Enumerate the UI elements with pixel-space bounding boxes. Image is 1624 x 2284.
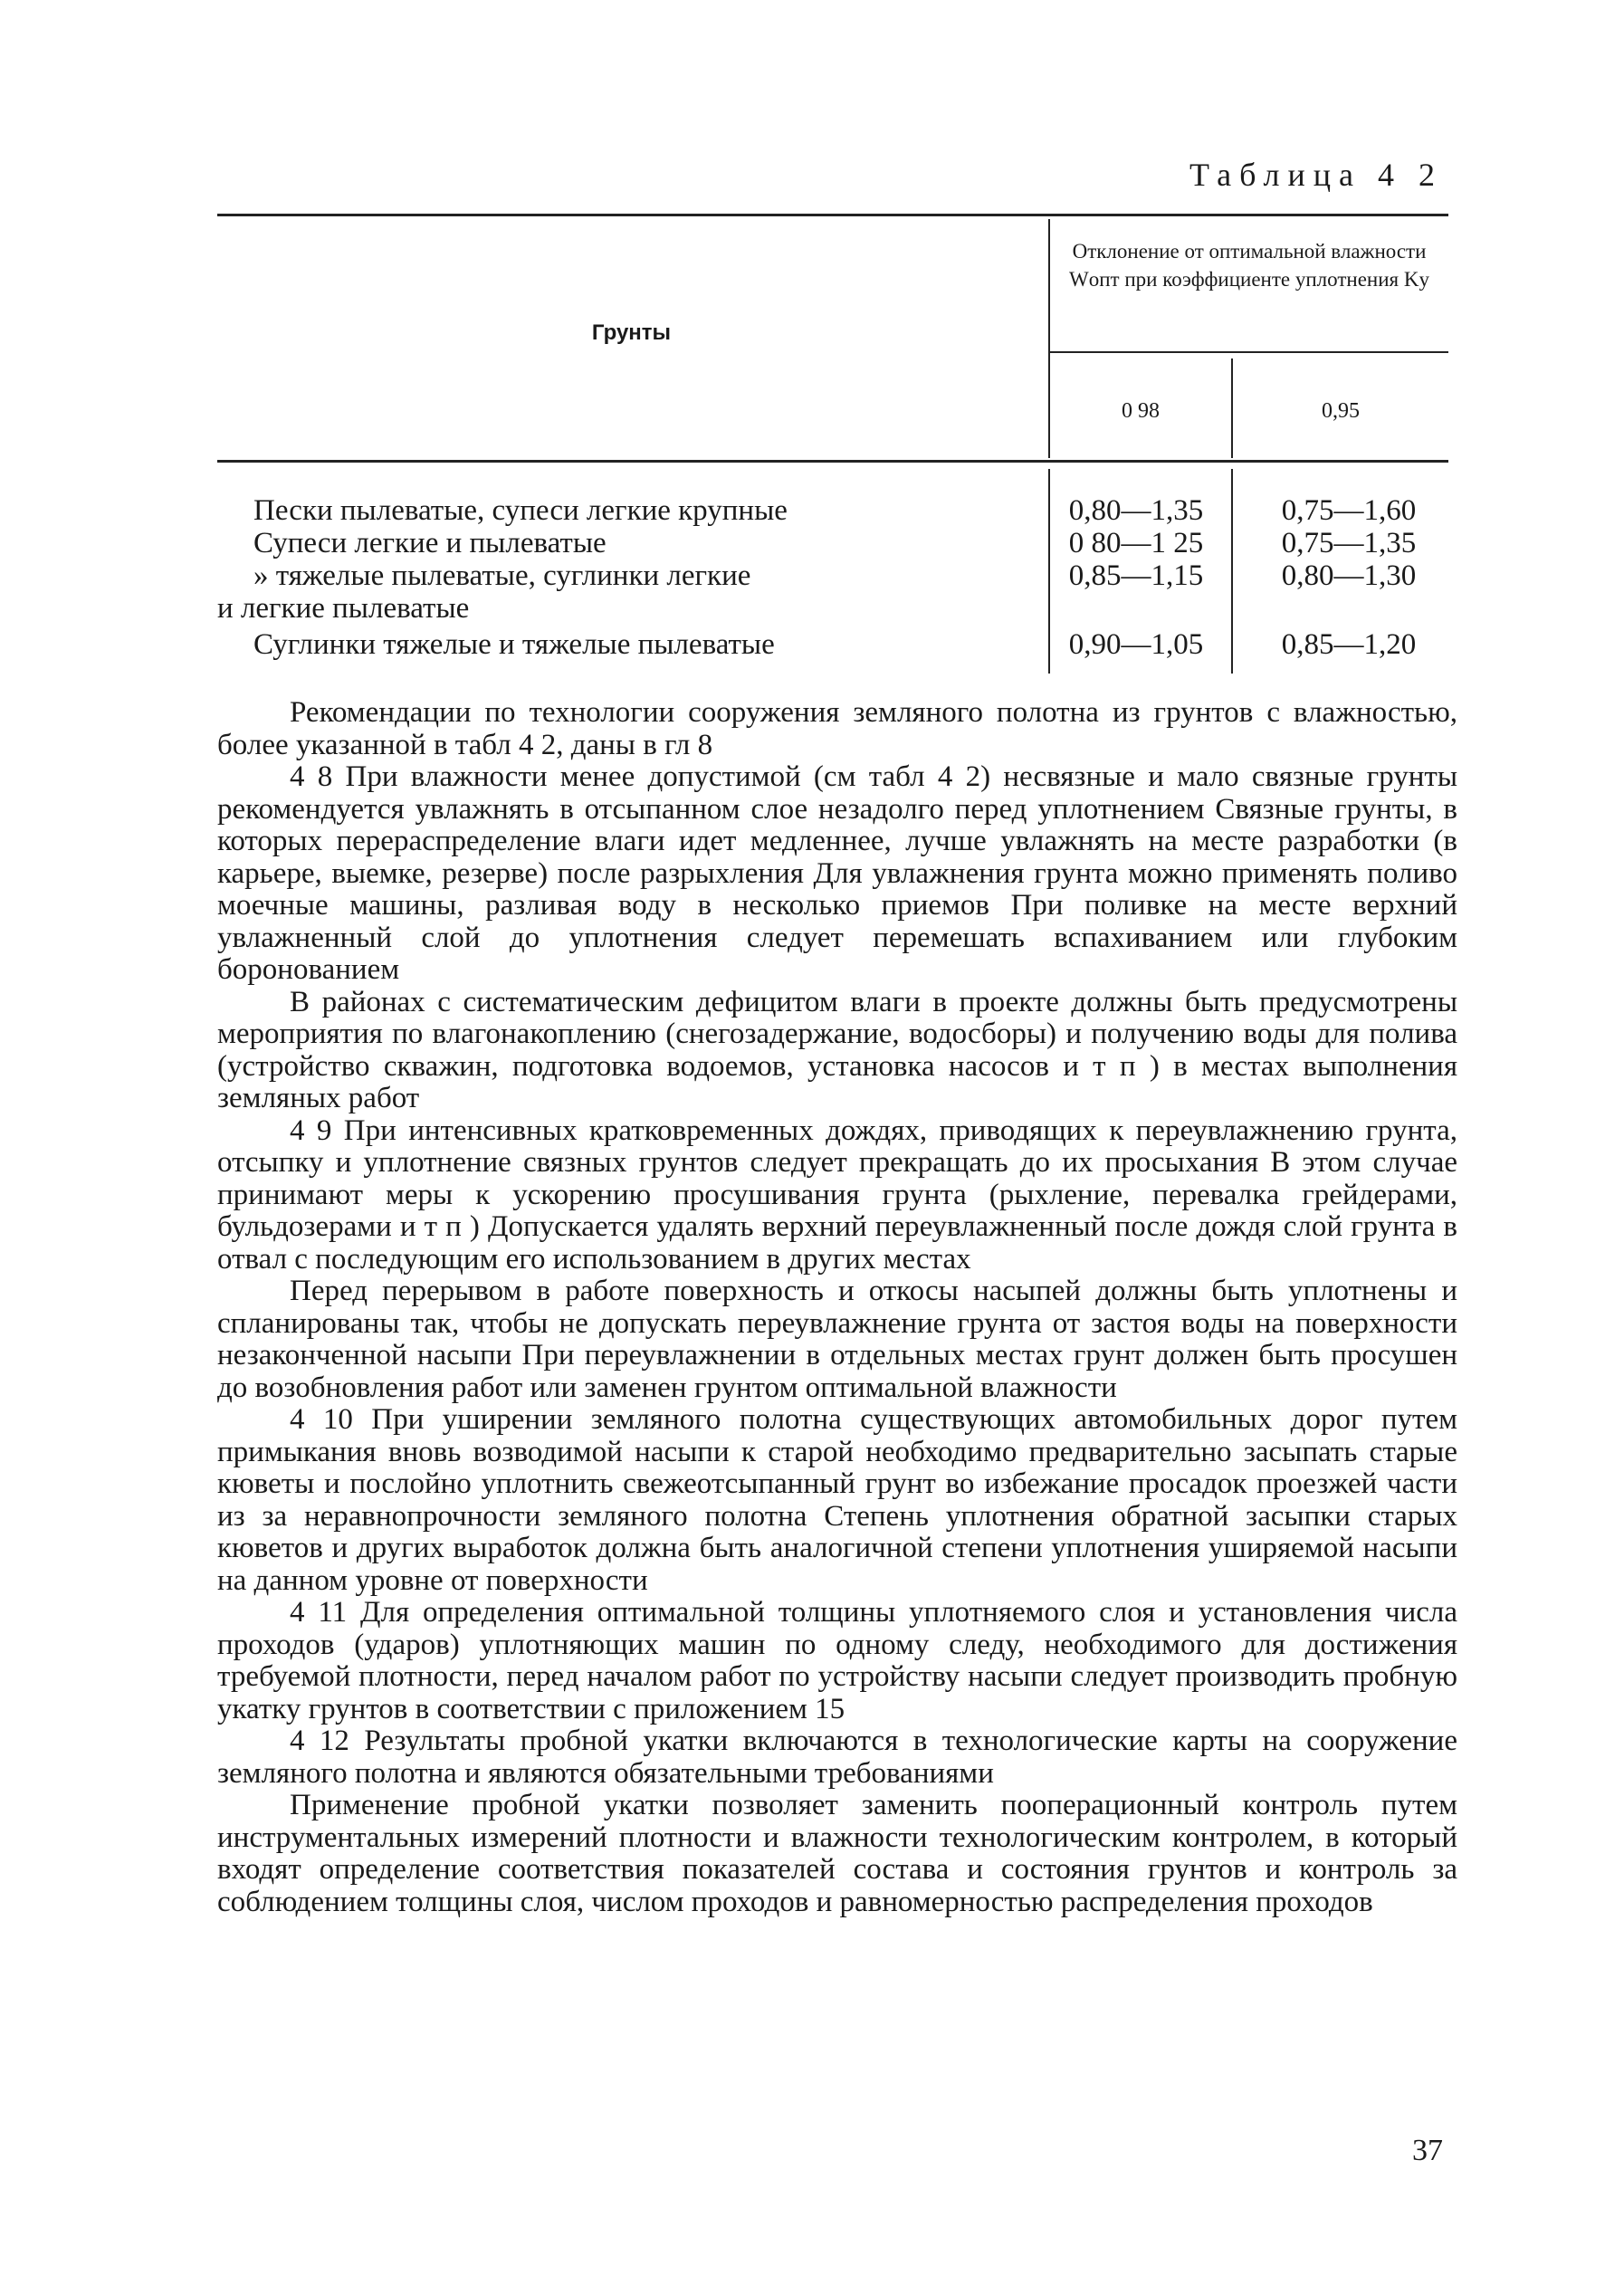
paragraph: Перед перерывом в работе поверхность и откосы насыпей должны быть уплотнены и спланированы так, чтобы не допускать переувлажнение грунта от застоя воды на поверхности незаконченной насыпи При переувлажнении в отдельных местах грунт должен быть просушен до возобновления работ или заменен грунтом оптимальной влажности [217,1275,1457,1404]
table-row-soil: Супеси легкие и пылеватые [253,527,607,559]
table-header-mid-rule [1050,351,1448,353]
paragraph: Рекомендации по технологии сооружения земляного полотна из грунтов с влажностью, более указанной в табл 4 2, даны в гл 8 [217,696,1457,761]
table-cell-095: 0,85—1,20 [1281,628,1417,661]
table-caption: Таблица 4 2 [1189,157,1443,193]
paragraph-4-9: 4 9 При интенсивных кратковременных дождях, приводящих к переувлажнению грунта, отсыпку и уплотнение связных грунтов следует прекращать до их просыхания В этом случае принимают меры к ускорению просушивания грунта (рыхление, перевалка грейдерами, бульдозерами и т п ) Допускается удалять верхний переувлажненный после дождя слой грунта в отвал с последующим его использованием в других местах [217,1113,1457,1276]
moisture-table [217,214,1448,677]
header-soil: Грунты [591,320,672,345]
page-number: 37 [1412,2134,1443,2167]
table-cell-095: 0,80—1,30 [1281,559,1417,592]
header-k-098: 0 98 [1122,399,1160,423]
table-body-divider-1 [1048,469,1050,674]
body-text [217,697,1457,1918]
paragraph: Применение пробной укатки позволяет заменить пооперационный контроль путем инструментальных измерений плотности и влажности технологическим контролем, в который входят определение соответствия показателей состава и состояния грунтов и контроль за соблюдением толщины слоя, числом проходов и равномерностью распределения проходов [217,1789,1457,1918]
table-cell-098: 0,85—1,15 [1068,559,1204,592]
table-header-bottom-rule [217,460,1448,463]
table-cell-095: 0,75—1,60 [1281,494,1417,527]
table-cell-098: 0,90—1,05 [1068,628,1204,661]
table-row-soil: Пески пылеватые, супеси легкие крупные [253,494,788,527]
paragraph-4-8: 4 8 При влажности менее допустимой (см табл 4 2) несвязные и мало связные грунты рекомендуется увлажнять в отсыпанном слое незадолго перед уплотнением Связные грунты, в которых перераспределение влаги идет медленнее, лучше увлажнять на месте разработки (в карьере, выемке, резерве) после разрыхления Для увлажнения грунта можно применять поливо моечные машины, разливая воду в несколько приемов При поливке на месте верхний увлажненный слой до уплотнения следует перемешать вспахиванием или глубоким боронованием [217,760,1457,986]
table-body-divider-2 [1231,469,1233,674]
table-cell-095: 0,75—1,35 [1281,527,1417,559]
paragraph-4-11: 4 11 Для определения оптимальной толщины уплотняемого слоя и установления числа проходов (ударов) уплотняющих машин по одному следу, необходимого для достижения требуемой плотности, перед началом работ по устройству насыпи следует производить пробную укатку грунтов в соответствии с приложением 15 [217,1596,1457,1725]
table-row-soil: Суглинки тяжелые и тяжелые пылеватые [253,628,775,661]
header-k-095: 0,95 [1322,399,1360,423]
paragraph-4-10: 4 10 При уширении земляного полотна существующих автомобильных дорог путем примыкания вновь возводимой насыпи к старой необходимо предварительно засыпать старые кюветы и послойно уплотнить свежеотсыпанный грунт во избежание просадок проезжей части из за неравнопрочности земляного полотна Степень уплотнения обратной засыпки старых кюветов и других выработок должна быть аналогичной степени уплотнения уширяемой насыпи на данном уровне от поверхности [217,1403,1457,1597]
table-row-soil: » тяжелые пылеватые, суглинки легкие [253,559,751,592]
table-top-rule [217,214,1448,216]
paragraph: В районах с систематическим дефицитом влаги в проекте должны быть предусмотрены мероприятия по влагонакоплению (снегозадержание, водосборы) и получению воды для полива (устройство скважин, подготовка водоемов, установка насосов и т п ) в местах выполнения земляных работ [217,985,1457,1114]
table-cell-098: 0,80—1,35 [1068,494,1204,527]
table-row-soil-continued: и легкие пылеватые [217,592,470,625]
table-cell-098: 0 80—1 25 [1068,527,1204,559]
paragraph-4-12: 4 12 Результаты пробной укатки включаются в технологические карты на сооружение земляного полотна и являются обязательными требованиями [217,1725,1457,1790]
header-deviation: Отклонение от оптимальной влажности Wопт при коэффициенте уплотнения Kу [1069,240,1429,291]
